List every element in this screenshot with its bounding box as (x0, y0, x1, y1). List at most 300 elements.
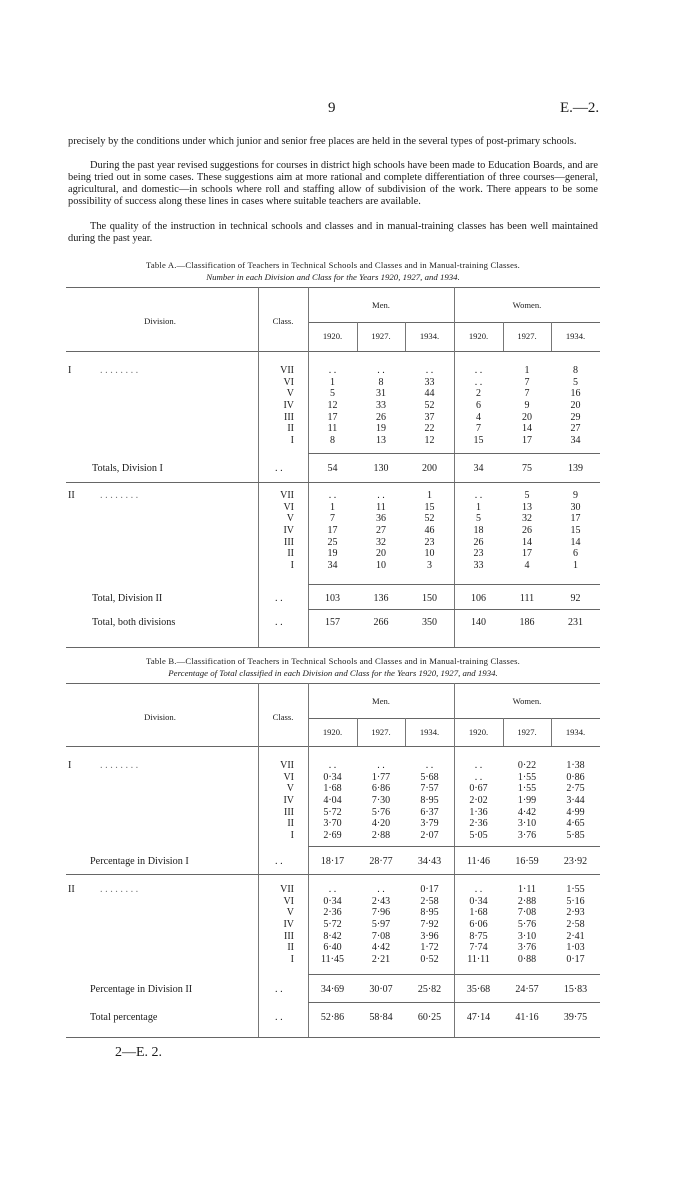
total-label: Total, Division II (92, 593, 163, 604)
header-year: 1927. (371, 331, 391, 341)
cell: 16 (570, 388, 581, 400)
cell: 11 (376, 501, 386, 513)
cell: 11 (327, 423, 338, 435)
cell: . . (328, 490, 337, 501)
value-column (308, 490, 357, 572)
ditto-mark: . . (275, 984, 283, 995)
cell: 1·72 (420, 942, 439, 954)
rule (308, 1002, 600, 1003)
total-cell: 23·92 (563, 856, 588, 867)
cell: 17 (522, 435, 532, 447)
cell: 27 (376, 525, 386, 537)
class-column (258, 884, 294, 966)
class-label: VI (283, 501, 294, 513)
paragraph: During the past year revised suggestions for courses in district high schools have been made to Education Boards, and are being tried out in some cases. These suggestions aim at more rational and complete differentiation of three courses—general, agricultural, and domestic—in schools where roll and staffing allow of subdivision of the work. There appears to be some possibility of success along these lines in cases where suitable teachers are available. (68, 160, 598, 208)
total-cell: 34 (473, 463, 484, 474)
header-year: 1934. (419, 331, 440, 341)
cell: 3·76 (517, 830, 537, 842)
division-label: II (68, 490, 75, 501)
cell: 5·97 (371, 919, 391, 931)
cell: 2·41 (566, 930, 585, 942)
cell: 1·36 (469, 806, 488, 818)
cell: 6·06 (469, 919, 488, 931)
cell: 31 (376, 388, 386, 400)
total-label: Percentage in Division II (90, 984, 193, 995)
value-column (357, 365, 405, 447)
class-label: V (286, 783, 294, 795)
cell: 7·57 (420, 783, 439, 795)
cell: 13 (522, 501, 532, 513)
cell: 7 (476, 423, 481, 435)
rule (258, 287, 259, 647)
cell: 1 (427, 490, 432, 501)
cell: 7 (524, 376, 530, 388)
class-label: V (286, 907, 294, 919)
class-label: VII (280, 365, 294, 376)
division-label: I (68, 365, 72, 376)
value-column (357, 760, 405, 842)
cell: . . (474, 760, 483, 771)
cell: 7·08 (371, 930, 391, 942)
value-column (357, 490, 405, 572)
cell: 2·02 (469, 795, 488, 807)
cell: 0·34 (323, 895, 342, 907)
leader-dots: . . . . . . . . (100, 760, 139, 771)
class-label: VI (283, 376, 294, 388)
cell: 32 (522, 513, 532, 525)
total-cell: 186 (519, 617, 535, 628)
header-year: 1920. (468, 727, 489, 737)
value-column (308, 884, 357, 966)
cell: 5·76 (517, 919, 537, 931)
value-column (551, 365, 600, 447)
cell: 2·58 (420, 895, 439, 907)
cell: 4 (476, 411, 481, 423)
total-cell: 139 (568, 463, 583, 474)
ditto-mark: . . (275, 856, 283, 867)
cell: 22 (424, 423, 435, 435)
cell: . . (474, 771, 483, 783)
header-division: Division. (144, 316, 176, 326)
cell: 3·10 (517, 818, 537, 830)
cell: 14 (522, 423, 532, 435)
class-label: V (286, 388, 294, 400)
total-cell: 34·69 (320, 984, 345, 995)
table-title: Table B.—Classification of Teachers in Technical Schools and Classes and in Manual-training Classes. (146, 656, 520, 666)
cell: . . (474, 490, 483, 501)
cell: . . (377, 365, 385, 376)
total-cell: 15·83 (563, 984, 588, 995)
leader-dots: . . . . . . . . (100, 884, 139, 895)
total-cell: 24·57 (515, 984, 539, 995)
cell: 8 (573, 365, 578, 376)
value-column (405, 365, 454, 447)
rule (308, 453, 600, 454)
table-subtitle: Percentage of Total classified in each Division and Class for the Years 1920, 1927, and 1934. (168, 668, 498, 678)
cell: 2·75 (566, 783, 585, 795)
cell: 3 (427, 560, 432, 572)
header-men: Men. (372, 300, 390, 310)
cell: 1·11 (518, 884, 536, 895)
page-number: 9 (328, 100, 336, 116)
total-cell: 52·86 (320, 1012, 345, 1023)
cell: 15 (570, 525, 581, 537)
division-label: II (68, 884, 75, 895)
cell: 8·95 (420, 907, 439, 919)
cell: . . (474, 376, 483, 388)
cell: . . (377, 884, 385, 895)
class-label: III (284, 411, 294, 423)
header-division: Division. (144, 712, 176, 722)
total-cell: 11·46 (467, 856, 490, 867)
header-year: 1920. (468, 331, 489, 341)
total-label: Percentage in Division I (90, 856, 189, 867)
value-column (503, 760, 551, 842)
cell: 5·72 (323, 806, 342, 818)
value-column (454, 760, 503, 842)
cell: 33 (473, 560, 484, 572)
cell: 2·88 (517, 895, 537, 907)
header-year: 1920. (322, 331, 343, 341)
cell: 2·36 (323, 907, 342, 919)
value-column (454, 365, 503, 447)
cell: 7·92 (420, 919, 439, 931)
cell: 30 (570, 501, 581, 513)
cell: 5 (476, 513, 481, 525)
cell: 6·37 (420, 806, 439, 818)
cell: 5 (524, 490, 530, 501)
cell: 5·72 (323, 919, 342, 931)
class-label: II (287, 942, 294, 954)
class-label: I (290, 560, 294, 572)
cell: 2·21 (371, 954, 391, 966)
cell: 14 (522, 536, 532, 548)
total-cell: 25·82 (417, 984, 442, 995)
cell: 52 (424, 513, 435, 525)
value-column (551, 884, 600, 966)
rule (66, 482, 600, 483)
cell: 4·99 (566, 806, 585, 818)
cell: 3·96 (420, 930, 439, 942)
cell: 27 (570, 423, 581, 435)
cell: 0·67 (469, 783, 488, 795)
cell: 17 (522, 548, 532, 560)
total-cell: 35·68 (466, 984, 491, 995)
paragraph: The quality of the instruction in technical schools and classes and in manual-training classes has been well maintained during the past year. (68, 221, 598, 245)
cell: 26 (376, 411, 386, 423)
value-column (405, 760, 454, 842)
cell: 14 (570, 536, 581, 548)
cell: 3·10 (517, 930, 537, 942)
value-column (405, 490, 454, 572)
value-column (454, 490, 503, 572)
cell: 6·86 (371, 783, 391, 795)
cell: 37 (424, 411, 435, 423)
page-footer: 2—E. 2. (115, 1045, 163, 1060)
cell: . . (474, 365, 483, 376)
rule (66, 287, 600, 288)
class-label: IV (283, 919, 294, 931)
cell: 1·99 (517, 795, 537, 807)
total-cell: 103 (325, 593, 340, 604)
cell: 3·79 (420, 818, 439, 830)
cell: 46 (424, 525, 435, 537)
ditto-mark: . . (275, 593, 283, 604)
total-cell: 28·77 (369, 856, 393, 867)
cell: 1·77 (371, 771, 391, 783)
cell: 10 (424, 548, 435, 560)
cell: 12 (327, 400, 338, 412)
cell: 19 (327, 548, 338, 560)
cell: . . (474, 884, 483, 895)
cell: 1·03 (566, 942, 585, 954)
value-column (308, 760, 357, 842)
cell: 3·70 (323, 818, 342, 830)
cell: 34 (327, 560, 338, 572)
total-cell: 140 (471, 617, 486, 628)
paragraph: precisely by the conditions under which junior and senior free places are held in the several types of post-primary schools. (68, 136, 577, 147)
class-label: IV (283, 400, 294, 412)
cell: 7 (330, 513, 335, 525)
cell: 11·45 (321, 954, 344, 966)
value-column (551, 490, 600, 572)
cell: 1 (524, 365, 530, 376)
cell: . . (425, 365, 434, 376)
header-women: Women. (512, 696, 542, 706)
cell: 4 (524, 560, 530, 572)
cell: 11·11 (467, 954, 490, 966)
total-cell: 75 (522, 463, 532, 474)
rule (308, 974, 600, 975)
value-column (454, 884, 503, 966)
header-year: 1934. (565, 727, 586, 737)
cell: 7·30 (371, 795, 391, 807)
cell: 15 (424, 501, 435, 513)
class-label: II (287, 818, 294, 830)
cell: 7·08 (517, 907, 537, 919)
cell: 1 (330, 376, 335, 388)
cell: 4·20 (371, 818, 391, 830)
cell: 12 (424, 435, 435, 447)
rule (66, 683, 600, 684)
header-class: Class. (272, 712, 294, 722)
cell: 33 (424, 376, 435, 388)
rule (308, 584, 600, 585)
cell: 7·74 (469, 942, 488, 954)
cell: 6 (476, 400, 481, 412)
rule (66, 746, 600, 747)
header-women: Women. (512, 300, 542, 310)
cell: 8·42 (323, 930, 342, 942)
cell: 20 (522, 411, 532, 423)
cell: . . (425, 760, 434, 771)
cell: 1 (573, 560, 578, 572)
total-cell: 60·25 (417, 1012, 442, 1023)
cell: 5·76 (371, 806, 391, 818)
rule (308, 609, 600, 610)
total-cell: 231 (568, 617, 583, 628)
total-label: Total percentage (90, 1012, 158, 1023)
cell: 13 (376, 435, 386, 447)
rule (66, 874, 600, 875)
cell: 0·17 (420, 884, 439, 895)
ditto-mark: . . (275, 617, 283, 628)
class-column (258, 365, 294, 447)
cell: . . (377, 760, 385, 771)
cell: 8·75 (469, 930, 488, 942)
cell: 5·16 (566, 895, 585, 907)
cell: 10 (376, 560, 386, 572)
page-reference: E.—2. (560, 100, 600, 116)
total-cell: 18·17 (320, 856, 345, 867)
cell: . . (328, 760, 337, 771)
total-cell: 136 (373, 593, 389, 604)
cell: 0·86 (566, 771, 585, 783)
cell: 26 (473, 536, 484, 548)
cell: 2·58 (566, 919, 585, 931)
cell: 8 (378, 376, 384, 388)
cell: 0·22 (517, 760, 537, 771)
cell: 0·17 (566, 954, 585, 966)
cell: 25 (327, 536, 338, 548)
total-cell: 266 (373, 617, 389, 628)
cell: 2·07 (420, 830, 439, 842)
cell: 9 (524, 400, 530, 412)
cell: . . (377, 490, 385, 501)
cell: 4·42 (517, 806, 537, 818)
cell: 1·55 (566, 884, 585, 895)
total-cell: 30·07 (369, 984, 393, 995)
cell: . . (328, 365, 337, 376)
rule (66, 351, 600, 352)
cell: 4·42 (371, 942, 391, 954)
cell: 18 (473, 525, 484, 537)
rule (258, 683, 259, 1037)
total-cell: 16·59 (515, 856, 539, 867)
cell: 17 (570, 513, 581, 525)
header-year: 1934. (419, 727, 440, 737)
cell: 2·43 (371, 895, 391, 907)
total-cell: 39·75 (563, 1012, 588, 1023)
total-cell: 157 (325, 617, 340, 628)
cell: 29 (570, 411, 581, 423)
value-column (405, 884, 454, 966)
cell: 4·04 (323, 795, 342, 807)
value-column (503, 365, 551, 447)
cell: 2·36 (469, 818, 488, 830)
total-cell: 150 (422, 593, 437, 604)
total-cell: 111 (519, 593, 535, 604)
cell: 19 (376, 423, 386, 435)
cell: 26 (522, 525, 532, 537)
value-column (551, 760, 600, 842)
cell: 0·34 (469, 895, 488, 907)
cell: 52 (424, 400, 435, 412)
class-label: III (284, 536, 294, 548)
cell: 36 (376, 513, 386, 525)
ditto-mark: . . (275, 1012, 283, 1023)
total-cell: 34·43 (417, 856, 442, 867)
cell: . . (328, 884, 337, 895)
class-label: II (287, 423, 294, 435)
cell: 2·69 (323, 830, 342, 842)
header-year: 1920. (322, 727, 343, 737)
class-label: VII (280, 760, 294, 771)
class-label: VI (283, 771, 294, 783)
total-cell: 47·14 (466, 1012, 491, 1023)
cell: 2 (476, 388, 481, 400)
header-year: 1927. (371, 727, 391, 737)
cell: 0·88 (517, 954, 537, 966)
total-cell: 106 (471, 593, 486, 604)
cell: 1 (330, 501, 335, 513)
cell: 2·93 (566, 907, 585, 919)
total-cell: 130 (373, 463, 389, 474)
cell: 17 (327, 525, 338, 537)
total-cell: 54 (327, 463, 338, 474)
cell: 33 (376, 400, 386, 412)
cell: 0·52 (420, 954, 439, 966)
total-cell: 350 (422, 617, 437, 628)
header-year: 1927. (517, 331, 537, 341)
class-label: IV (283, 795, 294, 807)
cell: 6 (573, 548, 578, 560)
division-label: I (68, 760, 72, 771)
cell: 4·65 (566, 818, 585, 830)
cell: 5·68 (420, 771, 439, 783)
total-cell: 200 (422, 463, 437, 474)
cell: 2·88 (371, 830, 391, 842)
cell: 15 (473, 435, 484, 447)
leader-dots: . . . . . . . . (100, 490, 139, 501)
class-column (258, 760, 294, 842)
class-label: I (290, 954, 294, 966)
cell: 34 (570, 435, 581, 447)
value-column (503, 884, 551, 966)
cell: 1·55 (517, 783, 537, 795)
cell: 5 (573, 376, 578, 388)
total-label: Total, both divisions (92, 617, 176, 628)
total-cell: 92 (570, 593, 581, 604)
class-label: IV (283, 525, 294, 537)
header-men: Men. (372, 696, 390, 706)
header-year: 1934. (565, 331, 586, 341)
header-class: Class. (272, 316, 294, 326)
cell: 23 (424, 536, 435, 548)
total-cell: 58·84 (369, 1012, 393, 1023)
rule (66, 1037, 600, 1038)
class-label: II (287, 548, 294, 560)
total-cell: 41·16 (515, 1012, 539, 1023)
cell: 8·95 (420, 795, 439, 807)
cell: 44 (424, 388, 435, 400)
header-year: 1927. (517, 727, 537, 737)
rule (66, 647, 600, 648)
ditto-mark: . . (275, 463, 283, 474)
value-column (357, 884, 405, 966)
class-label: VII (280, 490, 294, 501)
cell: 23 (473, 548, 484, 560)
cell: 5 (330, 388, 335, 400)
class-label: I (290, 435, 294, 447)
cell: 1·38 (566, 760, 585, 771)
class-label: III (284, 806, 294, 818)
class-label: III (284, 930, 294, 942)
value-column (308, 365, 357, 447)
rule (308, 846, 600, 847)
cell: 1·55 (517, 771, 537, 783)
table-subtitle: Number in each Division and Class for the Years 1920, 1927, and 1934. (206, 272, 460, 282)
